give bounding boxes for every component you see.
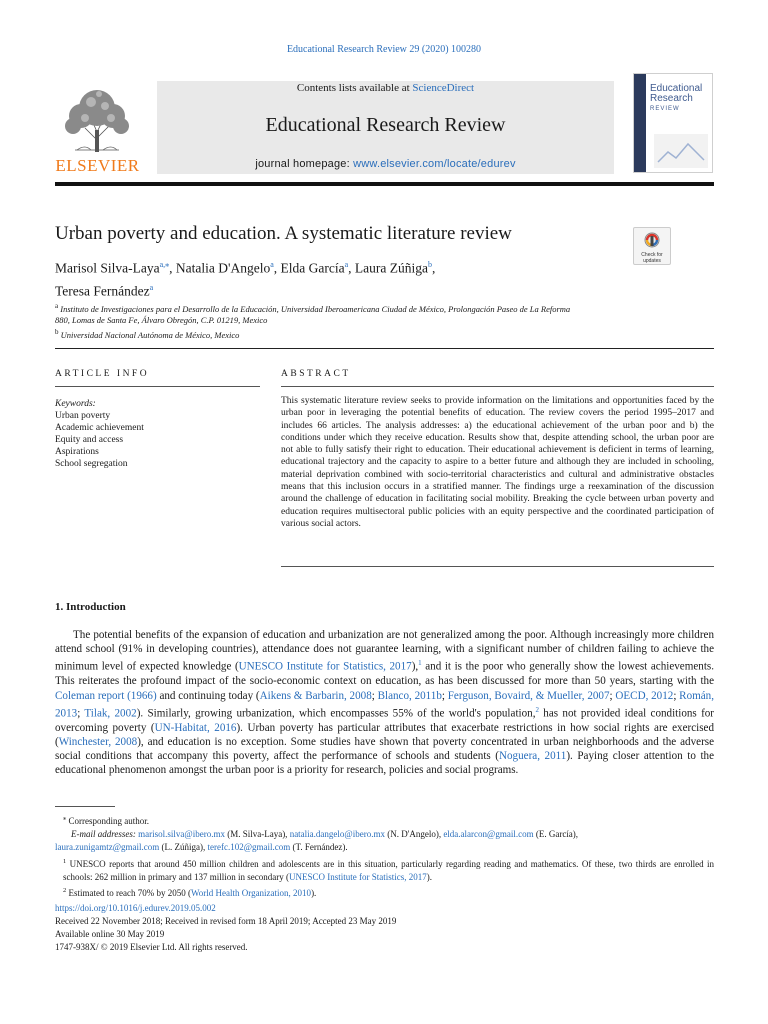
footnotes [55,812,714,900]
email-link[interactable]: terefc.102@gmail.com [207,842,291,853]
intro-text-run: ). Urban poverty has particular attributes that exacerbate restrictions in how social rights are exercised ( [55,721,714,748]
crossmark-label: Check for updates [641,252,663,264]
email-owner: (L. Zúñiga), [159,842,208,853]
keyword-item: Academic achievement [55,423,144,433]
footnote-2 [55,884,714,900]
email-link[interactable]: elda.alarcon@gmail.com [443,829,534,840]
doi-link[interactable]: https://doi.org/10.1016/j.edurev.2019.05.002 [55,903,216,913]
affiliation-item [55,327,715,341]
affiliations [55,301,715,341]
affiliation-mark: b [55,327,59,336]
intro-text-run: ; [441,689,448,702]
cover-title-line-1: Educational [650,83,703,94]
author-affiliation-mark[interactable]: a,⁎ [159,260,170,269]
citation-link[interactable]: Winchester, 2008 [58,735,138,748]
footnote-mark: 1 [63,857,67,865]
affiliation-item [55,301,715,315]
footnote-ref-link[interactable]: 2 [535,705,539,714]
citation-link[interactable]: UN-Habitat, 2016 [154,721,237,734]
intro-text-run: and continuing today ( [156,689,260,702]
footnote-text: UNESCO reports that around 450 million children and adolescents are in this situation, particularly regarding reading and mathematics. Of these, two thirds are enrolled in schools: 262 million in primary and 137 million in secondary ( [63,858,714,882]
footnote-text: ). [311,888,317,899]
cover-title [650,84,712,114]
corresponding-author-note [55,812,714,828]
abstract-heading: ABSTRACT [281,369,351,379]
email-link[interactable]: marisol.silva@ibero.mx [138,829,225,840]
cover-spine [634,74,646,172]
author-name: Laura Zúñiga [354,260,429,276]
journal-cover-thumbnail [633,73,713,173]
intro-text-run: and it is the poor who generally show the lowest achievements. This reiterates the profound impact of the socio-economic context on education, as has been discussed for more than 50 years, starting with the [55,661,714,688]
article-info-rule [55,386,260,387]
copyright-notice: 1747-938X/ © 2019 Elsevier Ltd. All rights reserved. [55,942,248,952]
citation-link[interactable]: Román, 2013 [55,689,714,720]
author-list: Marisol Silva-Laya$^{a,⁎}$, Natalia D'Angelo$^a$, Elda García$^a$, Laura Zúñiga$^b$, Teresa Fernández$^a$ [55,260,436,298]
email-link[interactable]: laura.zunigamtz@gmail.com [55,842,160,853]
author-affiliation-mark[interactable]: a [149,282,154,292]
keyword-item: School segregation [55,459,128,469]
author-affiliation-mark[interactable]: a [344,260,349,269]
homepage-line [157,158,614,170]
email-addresses-continued [55,841,714,854]
email-owner: (T. Fernández). [290,842,348,853]
citation-link[interactable]: Ferguson, Bovaird, & Mueller, 2007 [447,689,610,702]
article-title: Urban poverty and education. A systematic literature review [55,223,512,244]
intro-text-run: ). Paying closer attention to the educational phenomenon amongst the urban poor is a priority for research, policies and social programs. [55,750,714,777]
journal-name: Educational Research Review [265,114,506,136]
keyword-item: Aspirations [55,447,99,457]
keyword-item: Equity and access [55,435,124,445]
affiliation-text: 880, Lomas de Santa Fe, Álvaro Obregón, C.P. 01219, Mexico [55,315,268,326]
intro-text-run: ; [609,689,616,702]
affiliation-text: Universidad Nacional Autónoma de México, Mexico [60,329,240,340]
citation-link[interactable]: Tilak, 2002 [84,707,137,720]
section-rule [55,348,714,349]
author-affiliation-mark[interactable]: b [428,260,433,269]
author-name: Marisol Silva-Laya [55,260,160,276]
affiliation-mark: a [55,302,59,310]
author-name: Elda García [280,260,345,276]
footnote-mark: 2 [63,887,67,895]
footnote-ref-link[interactable]: 1 [418,659,422,668]
citation-link[interactable]: UNESCO Institute for Statistics, 2017 [288,871,427,882]
citation-link[interactable]: Coleman report (1966) [55,689,157,702]
intro-text-run: ), and education is no exception. Some studies have shown that poverty concentrated in urban neighborhoods and the adverse social conditions that accompany this poverty, affect the performance of schools and students ( [55,735,714,762]
keywords-label: Keywords: [55,399,96,409]
intro-text-run: ; [77,707,85,720]
citation-link[interactable]: OECD, 2012 [615,689,674,702]
footnote-rule [55,806,115,807]
author-affiliation-mark[interactable]: a [270,260,274,269]
abstract-text: This systematic literature review seeks to provide information on the limitations and opportunities faced by the urban poor in leveraging the potential benefits of education. The review covers the period 1995–2017 and includes 66 articles. The analysis addresses: a) the educational achievement of the urban poor and b) the conditions under which they receive education. Results show that, despite attending school, the urban poor are not able to fully satisfy their right to education. Their educational achievement is deficient in terms of learning, educational trajectory and the capacity to aspire to a better future and although they are included in schooling, material deprivation combined with socio-territorial characteristics and cultural and administrative obstacles means that this inclusion occurs in a stratified manner. The findings urge a reexamination of the discussion around the challenge of education in facilitating social mobility. Breaking the cycle between urban poverty and education requires multisectoral public policies with an equity perspective and the coordinated participation of various social actors. [281,396,714,529]
email-owner: (E. García), [533,829,579,840]
footnote-text: Corresponding author. [68,816,149,826]
author-name: Natalia D'Angelo [175,260,271,276]
elsevier-wordmark: ELSEVIER [55,156,140,175]
received-dates: Received 22 November 2018; Received in revised form 18 April 2019; Accepted 23 May 2019 [55,916,397,926]
intro-text-run: The potential benefits of the expansion of education and urbanization are not generalized among the poor. Although increasingly more children attend school (91% in developing countries), attendance does not guarantee learning, with a significant number of children failing to achieve the minimum level of expected knowledge ( [55,629,714,674]
intro-text-run: has not provided ideal conditions for overcoming poverty ( [55,707,715,734]
abstract-end-rule [281,566,714,567]
affiliation-item [55,315,715,327]
footnote-mark: ⁎ [63,815,67,822]
keywords-block [55,398,260,470]
homepage-link[interactable]: www.elsevier.com/locate/edurev [353,158,516,170]
citation-link[interactable]: Blanco, 2011b [377,689,442,702]
abstract-rule [281,386,714,387]
citation-link[interactable]: UNESCO Institute for Statistics, 2017 [238,661,412,674]
citation-link[interactable]: Aikens & Barbarin, 2008 [259,689,372,702]
email-link[interactable]: natalia.dangelo@ibero.mx [289,829,385,840]
intro-text-run: ; [673,689,680,702]
article-info-heading: ARTICLE INFO [55,369,150,379]
introduction-paragraph [55,628,714,777]
header-rule [55,182,714,186]
author-name: Teresa Fernández [55,283,150,298]
crossmark-icon [644,232,660,250]
available-online: Available online 30 May 2019 [55,929,165,939]
email-owner: (N. D'Angelo), [384,829,444,840]
cover-art-icon [654,134,708,168]
sciencedirect-link[interactable]: ScienceDirect [412,82,475,94]
email-owner: (M. Silva-Laya), [224,829,290,840]
check-for-updates-badge[interactable] [633,227,671,265]
citation-link[interactable]: World Health Organization, 2010 [190,888,312,899]
introduction-heading: 1. Introduction [55,601,126,613]
contents-line [157,82,614,94]
footnote-text: ). [426,871,432,882]
homepage-prefix: journal homepage: [255,158,354,170]
intro-text-run: ; [371,689,378,702]
journal-citation-link[interactable]: Educational Research Review 29 (2020) 100280 [286,44,482,55]
intro-text-run: ), [411,661,419,674]
email-label: E-mail addresses: [71,829,139,840]
article-metadata [55,902,714,954]
footnote-1 [55,855,714,884]
contents-prefix: Contents lists available at [296,82,413,94]
intro-text-run: ). Similarly, growing urbanization, which encompasses 55% of the world's population, [136,707,536,720]
email-addresses [55,828,714,841]
cover-title-line-3: REVIEW [650,106,680,112]
cover-title-line-2: Research [650,93,693,104]
affiliation-text: Instituto de Investigaciones para el Desarrollo de la Educación, Universidad Iberoamericana Ciudad de México, Prolongación Paseo de La Reforma [60,303,571,314]
keyword-item: Urban poverty [55,411,111,421]
citation-link[interactable]: Noguera, 2011 [499,750,567,762]
footnote-text: Estimated to reach 70% by 2050 ( [68,888,191,899]
